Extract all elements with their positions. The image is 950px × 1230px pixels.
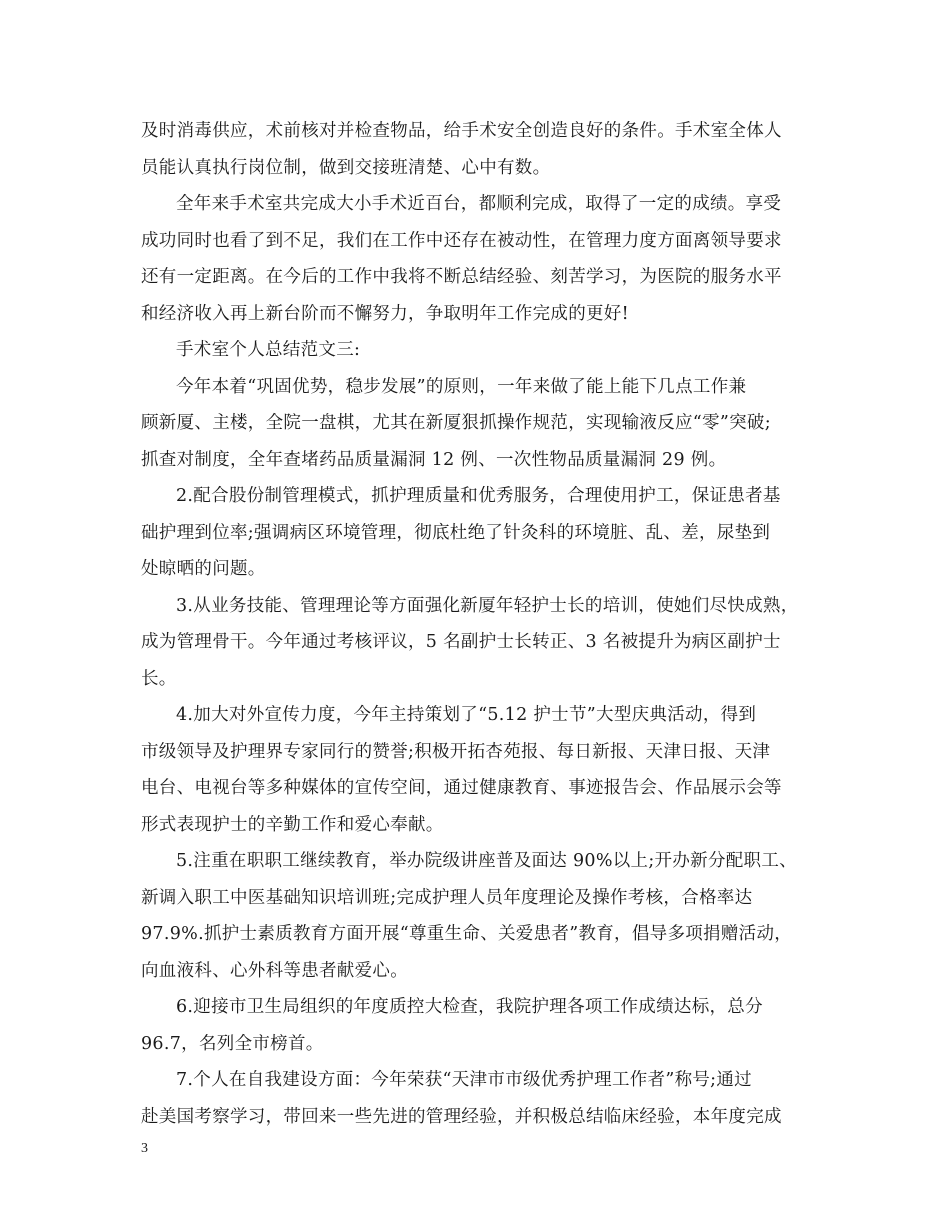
text-line: 7.个人在自我建设方面：今年荣获“天津市市级优秀护理工作者”称号;通过 [176,1070,752,1090]
text-line: 新调入职工中医基础知识培训班;完成护理人员年度理论及操作考核，合格率达 [141,887,753,908]
text-line: 形式表现护士的辛勤工作和爱心奉献。 [141,814,444,835]
text-line: 96.7，名列全市榜首。 [141,1033,324,1054]
text-line: 6.迎接市卫生局组织的年度质控大检查，我院护理各项工作成绩达标，总分 [176,997,763,1017]
text-line: 和经济收入再上新台阶而不懈努力，争取明年工作完成的更好! [141,303,629,324]
text-line: 5.注重在职职工继续教育，举办院级讲座普及面达 90%以上;开办新分配职工、 [176,851,797,871]
text-line: 顾新厦、主楼，全院一盘棋，尤其在新厦狠抓操作规范，实现输液反应“零”突破; [141,413,771,433]
text-line: 市级领导及护理界专家同行的赞誉;积极开拓杏苑报、每日新报、天津日报、天津 [141,741,771,762]
text-line: 及时消毒供应，术前核对并检查物品，给手术安全创造良好的条件。手术室全体人 [141,121,782,141]
text-line: 成功同时也看了到不足，我们在工作中还存在被动性，在管理力度方面离领导要求 [141,230,782,251]
text-line: 2.配合股份制管理模式，抓护理质量和优秀服务，合理使用护工，保证患者基 [176,486,781,506]
text-line: 今年本着“巩固优势，稳步发展”的原则，一年来做了能上能下几点工作兼 [176,376,747,397]
text-line: 赴美国考察学习，带回来一些先进的管理经验，并积极总结临床经验，本年度完成 [141,1106,782,1127]
text-line: 抓查对制度，全年查堵药品质量漏洞 12 例、一次性物品质量漏洞 29 例。 [141,449,727,470]
text-line: 向血液科、心外科等患者献爱心。 [141,960,408,981]
section-heading: 手术室个人总结范文三: [176,340,361,360]
text-line: 97.9%.抓护士素质教育方面开展“尊重生命、关爱患者”教育，倡导多项捐赠活动， [141,924,793,944]
text-line: 员能认真执行岗位制，做到交接班清楚、心中有数。 [141,157,551,178]
text-line: 还有一定距离。在今后的工作中我将不断总结经验、刻苦学习，为医院的服务水平 [141,267,782,287]
text-line: 全年来手术室共完成大小手术近百台，都顺利完成，取得了一定的成绩。享受 [176,194,782,214]
text-line: 成为管理骨干。今年通过考核评议，5 名副护士长转正、3 名被提升为病区副护士 [141,632,781,652]
body-text [141,113,813,1135]
text-line: 础护理到位率;强调病区环境管理，彻底杜绝了针灸科的环境脏、乱、差，尿垫到 [141,522,771,543]
text-line: 处晾晒的问题。 [141,559,266,579]
text-line: 电台、电视台等多种媒体的宣传空间，通过健康教育、事迹报告会、作品展示会等 [141,778,782,798]
text-line: 3.从业务技能、管理理论等方面强化新厦年轻护士长的培训，使她们尽快成熟， [176,595,799,616]
text-line: 长。 [141,668,177,689]
text-line: 4.加大对外宣传力度，今年主持策划了“5.12 护士节”大型庆典活动，得到 [176,705,757,725]
page-number: 3 [141,1141,148,1156]
